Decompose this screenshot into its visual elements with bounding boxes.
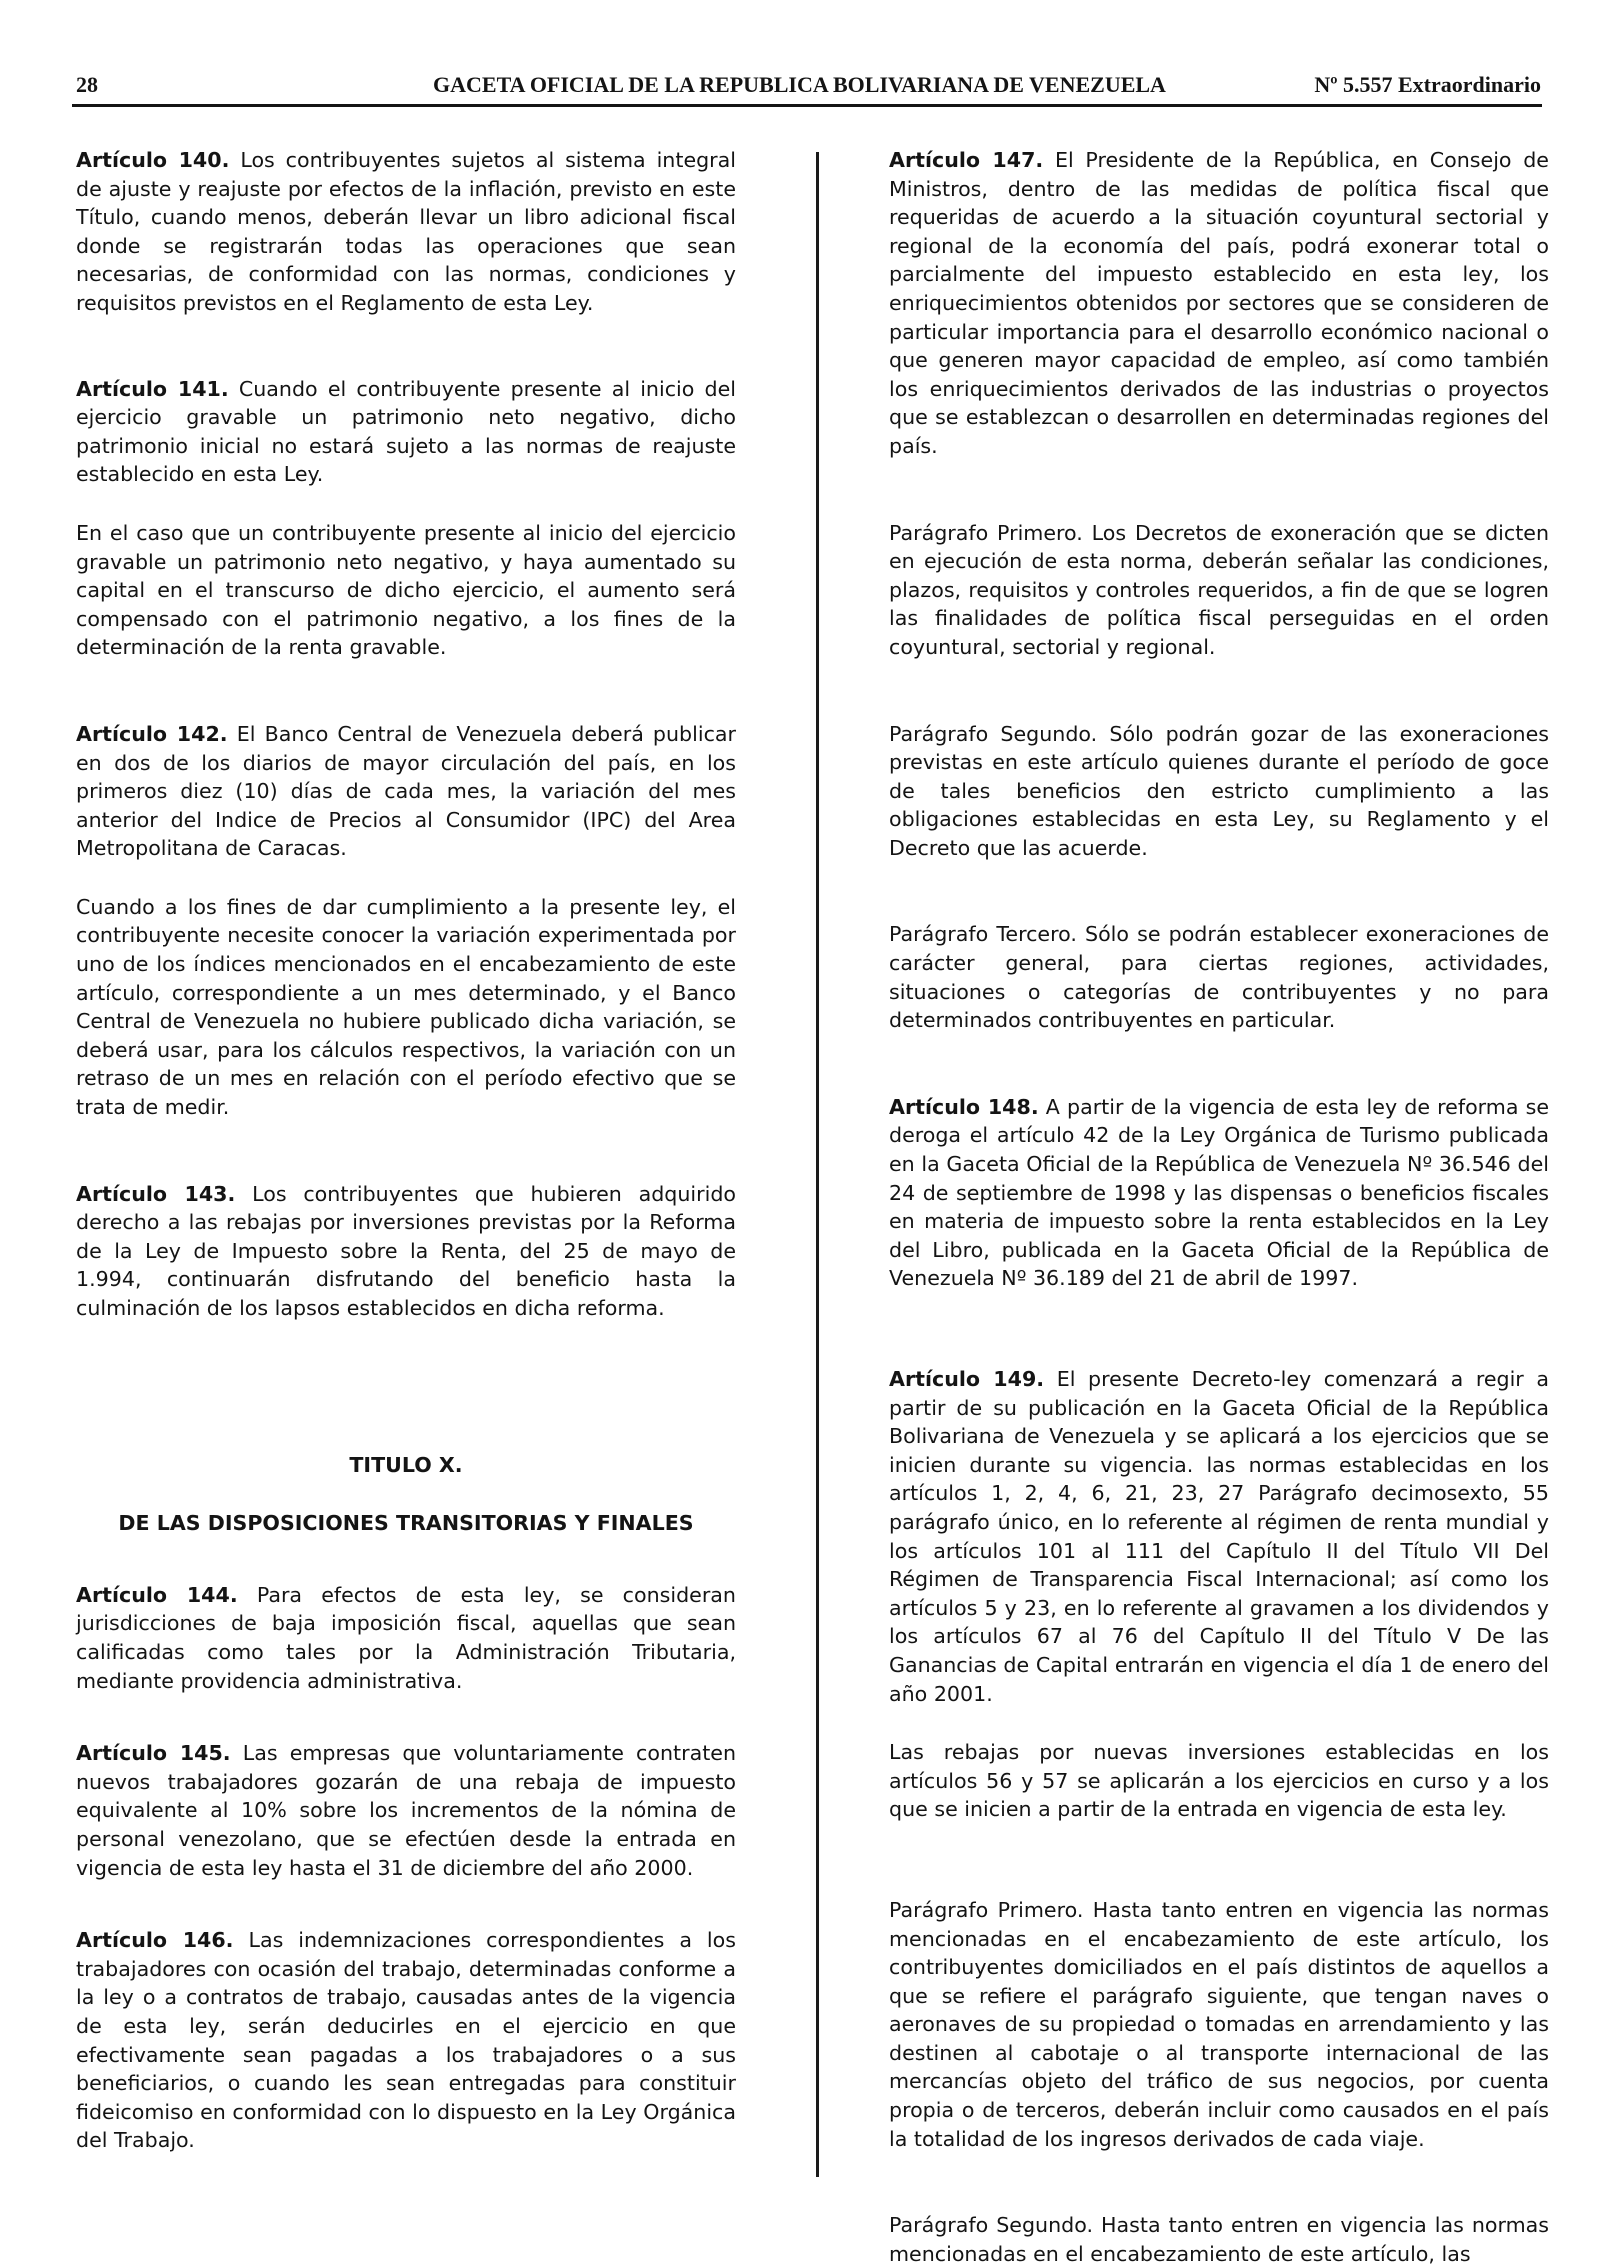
article-145 bbox=[76, 1739, 736, 1882]
article-text: Para efectos de esta ley, se consideran jurisdicciones de baja imposición fiscal, aquellas que sean calificadas como tales por la Administración Tributaria, mediante providencia administrativa. bbox=[76, 1582, 736, 1693]
title-subheading: DE LAS DISPOSICIONES TRANSITORIAS Y FINALES bbox=[118, 1511, 694, 1536]
article-147 bbox=[889, 146, 1549, 461]
article-label: Artículo 146. bbox=[76, 1928, 234, 1953]
article-142 bbox=[76, 720, 736, 863]
page-number: 28 bbox=[76, 72, 98, 97]
article-149-paragraph-segundo: Parágrafo Segundo. Hasta tanto entren en vigencia las normas mencionadas en el encabezamiento de este artículo, las bbox=[889, 2213, 1549, 2266]
header-rule bbox=[72, 104, 1542, 107]
article-148 bbox=[889, 1093, 1549, 1293]
article-147-paragraph-3: Parágrafo Tercero. Sólo se podrán establecer exoneraciones de carácter general, para ciertas regiones, actividades, situaciones o categorías de contribuyentes y no para determinados contribuyentes en particular. bbox=[889, 922, 1549, 1033]
article-140 bbox=[76, 146, 736, 318]
article-149-paragraph-2: Las rebajas por nuevas inversiones establecidas en los artículos 56 y 57 se aplicarán a los ejercicios en curso y a los que se inicien a partir de la entrada en vigencia de esta ley. bbox=[889, 1740, 1549, 1822]
article-147-paragraph-1: Parágrafo Primero. Los Decretos de exoneración que se dicten en ejecución de esta norma, deberán señalar las condiciones, plazos, requisitos y controles requeridos, a fin de que se logren las finalidades de política fiscal perseguidas en el orden coyuntural, sectorial y regional. bbox=[889, 520, 1549, 659]
article-label: Artículo 144. bbox=[76, 1582, 238, 1607]
article-label: Artículo 148. bbox=[889, 1094, 1039, 1119]
article-text: Los contribuyentes sujetos al sistema integral de ajuste y reajuste por efectos de la inflación, previsto en este Título, cuando menos, deberán llevar un libro adicional fiscal donde se registrarán todas las operaciones que sean necesarias, de conformidad con las normas, condiciones y requisitos previstos en el Reglamento de esta Ley. bbox=[76, 148, 736, 315]
article-text: Los contribuyentes que hubieren adquirido derecho a las rebajas por inversiones previstas por la Reforma de la Ley de Impuesto sobre la Renta, del 25 de mayo de 1.994, continuarán disfrutando del beneficio hasta la culminación de los lapsos establecidos en dicha reforma. bbox=[76, 1181, 736, 1320]
article-label: Artículo 140. bbox=[76, 148, 230, 172]
article-142-paragraph-2: Cuando a los fines de dar cumplimiento a la presente ley, el contribuyente necesite conocer la variación experimentada por uno de los índices mencionados en el encabezamiento de este artículo, correspondiente a un mes determinado, y el Banco Central de Venezuela no hubiere publicado dicha variación, se deberá usar, para los cálculos respectivos, la variación con un retraso de un mes en relación con el período efectivo que se trata de medir. bbox=[76, 894, 736, 1120]
right-column bbox=[889, 146, 1549, 2268]
article-149 bbox=[889, 1365, 1549, 1708]
article-text: El Presidente de la República, en Consejo de Ministros, dentro de las medidas de política fiscal que requeridas de acuerdo a la situación coyuntural sectorial y regional de la economía del país, podrá exonerar total o parcialmente del impuesto establecido en esta ley, los enriquecimientos obtenidos por sectores que se consideren de particular importancia para el desarrollo económico nacional o que generen mayor capacidad de empleo, así como también los enriquecimientos derivados de las industrias o proyectos que se establezcan o desarrollen en determinadas regiones del país. bbox=[889, 148, 1549, 458]
article-141-paragraph-2: En el caso que un contribuyente presente al inicio del ejercicio gravable un patrimonio neto negativo, y haya aumentado su capital en el transcurso de dicho ejercicio, el aumento será compensado con el patrimonio negativo, a los fines de la determinación de la renta gravable. bbox=[76, 520, 736, 660]
article-text: El Banco Central de Venezuela deberá publicar en dos de los diarios de mayor circulación del país, en los primeros diez (10) días de cada mes, la variación del mes anterior del Indice de Precios al Consumidor (IPC) del Area Metropolitana de Caracas. bbox=[76, 721, 736, 861]
article-label: Artículo 142. bbox=[76, 721, 228, 746]
article-text: Las indemnizaciones correspondientes a los trabajadores con ocasión del trabajo, determinadas conforme a la ley o a contratos de trabajo, causadas antes de la vigencia de esta ley, serán deducirles en el ejercicio en que efectivamente sean pagadas a los trabajadores o a sus beneficiarios, o cuando les sean entregadas para constituir fideicomiso en conformidad con lo dispuesto en la Ley Orgánica del Trabajo. bbox=[76, 1928, 736, 2153]
article-143 bbox=[76, 1180, 736, 1323]
left-column bbox=[76, 146, 736, 2155]
article-141 bbox=[76, 375, 736, 489]
article-label: Artículo 147. bbox=[889, 148, 1044, 172]
column-divider bbox=[816, 152, 819, 2177]
title-heading: TITULO X. bbox=[349, 1452, 463, 1477]
article-label: Artículo 149. bbox=[889, 1367, 1045, 1391]
article-text: Cuando el contribuyente presente al inicio del ejercicio gravable un patrimonio neto negativo, dicho patrimonio inicial no estará sujeto a las normas de reajuste establecido en esta Ley. bbox=[76, 376, 736, 487]
issue-number: Nº 5.557 Extraordinario bbox=[1314, 72, 1541, 97]
article-149-paragraph-primero: Parágrafo Primero. Hasta tanto entren en vigencia las normas mencionadas en el encabezamiento de este artículo, los contribuyentes domiciliados en el país distintos de aquellos a que se refiere el parágrafo siguiente, que tengan naves o aeronaves de su propiedad o tomadas en arrendamiento y las destinen al cabotaje o al transporte internacional de las mercancías objeto del tráfico de sus negocios, por cuenta propia o de terceros, deberán incluir como causados en el país la totalidad de los ingresos derivados de cada viaje. bbox=[889, 1897, 1549, 2151]
article-label: Artículo 145. bbox=[76, 1741, 231, 1766]
article-text: Las empresas que voluntariamente contraten nuevos trabajadores gozarán de una rebaja de impuesto equivalente al 10% sobre los incrementos de la nómina de personal venezolano, que se efectúen desde la entrada en vigencia de esta ley hasta el 31 de diciembre del año 2000. bbox=[76, 1741, 736, 1880]
article-147-paragraph-2: Parágrafo Segundo. Sólo podrán gozar de las exoneraciones previstas en este artículo quienes durante el período de goce de tales beneficios den estricto cumplimiento a las obligaciones establecidas en esta Ley, su Reglamento y el Decreto que las acuerde. bbox=[889, 721, 1549, 860]
article-label: Artículo 143. bbox=[76, 1181, 236, 1206]
article-text: El presente Decreto-ley comenzará a regir a partir de su publicación en la Gaceta Oficial de la República Bolivariana de Venezuela y se aplicará a los ejercicios que se inicien durante su vigencia. las normas establecidas en los artículos 1, 2, 4, 6, 21, 23, 27 Parágrafo decimosexto, 55 parágrafo único, en lo referente al régimen de renta mundial y los artículos 101 al 111 del Capítulo II del Título VII Del Régimen de Transparencia Fiscal Internacional; así como los artículos 5 y 23, en lo referente al gravamen a los dividendos y los artículos 67 al 76 del Capítulo II del Título V De las Ganancias de Capital entrarán en vigencia el día 1 de enero del año 2001. bbox=[889, 1367, 1549, 1706]
gazette-title: GACETA OFICIAL DE LA REPUBLICA BOLIVARIANA DE VENEZUELA bbox=[433, 72, 1166, 97]
article-text: A partir de la vigencia de esta ley de reforma se deroga el artículo 42 de la Ley Orgánica de Turismo publicada en la Gaceta Oficial de la República de Venezuela Nº 36.546 del 24 de septiembre de 1998 y las dispensas o beneficios fiscales en materia de impuesto sobre la renta establecidos en la Ley del Libro, publicada en la Gaceta Oficial de la República de Venezuela Nº 36.189 del 21 de abril de 1997. bbox=[889, 1094, 1550, 1291]
article-146 bbox=[76, 1926, 736, 2155]
article-144 bbox=[76, 1581, 736, 1695]
article-label: Artículo 141. bbox=[76, 376, 229, 401]
